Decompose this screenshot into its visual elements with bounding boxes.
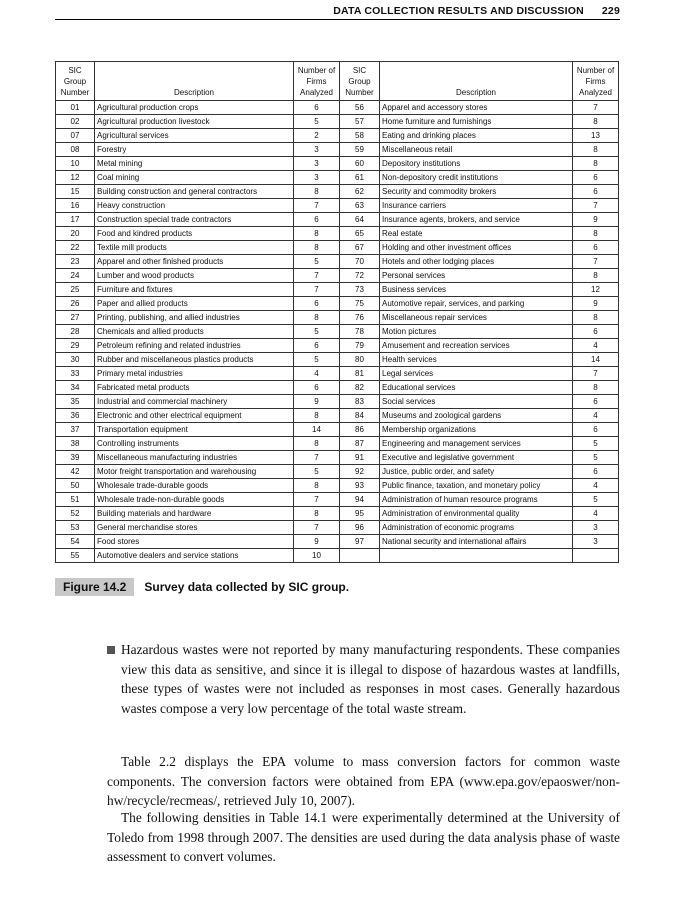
right-firm-count-cell: 5 — [573, 493, 619, 507]
right-firm-count-cell: 5 — [573, 451, 619, 465]
right-firm-count-cell: 8 — [573, 115, 619, 129]
right-firm-count-cell: 7 — [573, 367, 619, 381]
left-sic-code-cell: 02 — [56, 115, 95, 129]
right-sic-code-cell: 59 — [340, 143, 380, 157]
left-sic-code-cell: 35 — [56, 395, 95, 409]
left-sic-code-cell: 38 — [56, 437, 95, 451]
right-sic-code-cell: 91 — [340, 451, 380, 465]
left-sic-code-cell: 34 — [56, 381, 95, 395]
right-firm-count-cell: 6 — [573, 171, 619, 185]
right-firm-count-cell: 6 — [573, 325, 619, 339]
table-row — [56, 129, 619, 143]
table-row — [56, 283, 619, 297]
right-sic-code-cell: 64 — [340, 213, 380, 227]
right-description-cell: Depository institutions — [380, 157, 573, 171]
right-firm-count-cell: 6 — [573, 465, 619, 479]
right-firm-count-cell: 6 — [573, 395, 619, 409]
left-sic-code-cell: 08 — [56, 143, 95, 157]
left-sic-code-cell: 30 — [56, 353, 95, 367]
paragraph-2: The following densities in Table 14.1 were experimentally determined at the University of Toledo from 1998 through 2007. The densities are used during the data analysis phase of waste assessment to convert volumes. — [107, 810, 620, 865]
table-row — [56, 185, 619, 199]
left-description-cell: Transportation equipment — [95, 423, 294, 437]
right-firm-count-cell: 8 — [573, 311, 619, 325]
left-firm-count-cell: 5 — [294, 325, 340, 339]
left-firm-count-cell: 10 — [294, 549, 340, 563]
right-sic-code-cell: 61 — [340, 171, 380, 185]
table-row — [56, 269, 619, 283]
right-firm-count-cell: 7 — [573, 101, 619, 115]
right-description-cell: Personal services — [380, 269, 573, 283]
right-description-cell: Business services — [380, 283, 573, 297]
left-firm-count-cell: 7 — [294, 521, 340, 535]
right-firm-count-cell: 5 — [573, 437, 619, 451]
left-sic-code-cell: 55 — [56, 549, 95, 563]
right-sic-code-cell: 63 — [340, 199, 380, 213]
header-firms-left: Number of Firms Analyzed — [294, 62, 340, 101]
table-row — [56, 521, 619, 535]
right-sic-code-cell: 81 — [340, 367, 380, 381]
table-row — [56, 493, 619, 507]
left-firm-count-cell: 4 — [294, 367, 340, 381]
right-sic-code-cell: 92 — [340, 465, 380, 479]
table-row — [56, 437, 619, 451]
table-row — [56, 143, 619, 157]
left-firm-count-cell: 3 — [294, 143, 340, 157]
right-description-cell: Automotive repair, services, and parking — [380, 297, 573, 311]
right-firm-count-cell: 8 — [573, 143, 619, 157]
right-sic-code-cell — [340, 549, 380, 563]
left-description-cell: Industrial and commercial machinery — [95, 395, 294, 409]
right-firm-count-cell: 4 — [573, 479, 619, 493]
right-sic-code-cell: 58 — [340, 129, 380, 143]
left-description-cell: Heavy construction — [95, 199, 294, 213]
figure-caption-text: Survey data collected by SIC group. — [144, 580, 350, 594]
table-row — [56, 507, 619, 521]
right-description-cell: Apparel and accessory stores — [380, 101, 573, 115]
right-description-cell: Administration of environmental quality — [380, 507, 573, 521]
right-description-cell: Motion pictures — [380, 325, 573, 339]
left-sic-code-cell: 36 — [56, 409, 95, 423]
right-sic-code-cell: 73 — [340, 283, 380, 297]
right-firm-count-cell: 7 — [573, 255, 619, 269]
right-sic-code-cell: 86 — [340, 423, 380, 437]
right-firm-count-cell: 6 — [573, 423, 619, 437]
header-description-right: Description — [380, 62, 573, 101]
header-sic-right: SIC Group Number — [340, 62, 380, 101]
bullet-square-icon — [107, 646, 115, 654]
right-firm-count-cell: 3 — [573, 521, 619, 535]
left-firm-count-cell: 3 — [294, 157, 340, 171]
table-row — [56, 409, 619, 423]
right-description-cell: Health services — [380, 353, 573, 367]
left-description-cell: Wholesale trade-non-durable goods — [95, 493, 294, 507]
bullet-text: Hazardous wastes were not reported by many manufacturing respondents. These companies view this data as sensitive, and since it is illegal to dispose of hazardous wastes at landfills, these types of wastes were not included as responses in most cases. Generally hazardous wastes compose a very low percentage of the total waste stream. — [121, 642, 620, 716]
table-row — [56, 311, 619, 325]
table-row — [56, 479, 619, 493]
left-sic-code-cell: 37 — [56, 423, 95, 437]
running-head-title: DATA COLLECTION RESULTS AND DISCUSSION — [333, 5, 584, 17]
page-number: 229 — [601, 5, 620, 17]
table-row — [56, 115, 619, 129]
right-description-cell: Real estate — [380, 227, 573, 241]
left-firm-count-cell: 5 — [294, 255, 340, 269]
left-description-cell: Petroleum refining and related industries — [95, 339, 294, 353]
left-sic-code-cell: 28 — [56, 325, 95, 339]
right-sic-code-cell: 70 — [340, 255, 380, 269]
left-sic-code-cell: 50 — [56, 479, 95, 493]
left-description-cell: Wholesale trade-durable goods — [95, 479, 294, 493]
left-firm-count-cell: 8 — [294, 437, 340, 451]
table-row — [56, 297, 619, 311]
table-row — [56, 381, 619, 395]
right-firm-count-cell — [573, 549, 619, 563]
left-firm-count-cell: 5 — [294, 465, 340, 479]
left-sic-code-cell: 23 — [56, 255, 95, 269]
left-firm-count-cell: 2 — [294, 129, 340, 143]
right-description-cell: Executive and legislative government — [380, 451, 573, 465]
left-description-cell: Food and kindred products — [95, 227, 294, 241]
table-row — [56, 101, 619, 115]
table-row — [56, 213, 619, 227]
right-description-cell: Hotels and other lodging places — [380, 255, 573, 269]
right-sic-code-cell: 65 — [340, 227, 380, 241]
header-sic-left: SIC Group Number — [56, 62, 95, 101]
right-sic-code-cell: 76 — [340, 311, 380, 325]
left-sic-code-cell: 27 — [56, 311, 95, 325]
left-description-cell: General merchandise stores — [95, 521, 294, 535]
left-sic-code-cell: 22 — [56, 241, 95, 255]
right-firm-count-cell: 8 — [573, 381, 619, 395]
right-description-cell: Social services — [380, 395, 573, 409]
right-description-cell: Eating and drinking places — [380, 129, 573, 143]
right-sic-code-cell: 67 — [340, 241, 380, 255]
left-description-cell: Agricultural production crops — [95, 101, 294, 115]
left-description-cell: Agricultural production livestock — [95, 115, 294, 129]
right-description-cell: Miscellaneous repair services — [380, 311, 573, 325]
left-description-cell: Primary metal industries — [95, 367, 294, 381]
right-description-cell: Membership organizations — [380, 423, 573, 437]
left-firm-count-cell: 8 — [294, 311, 340, 325]
right-sic-code-cell: 60 — [340, 157, 380, 171]
right-sic-code-cell: 56 — [340, 101, 380, 115]
right-firm-count-cell: 6 — [573, 241, 619, 255]
left-sic-code-cell: 12 — [56, 171, 95, 185]
right-description-cell: Home furniture and furnishings — [380, 115, 573, 129]
left-description-cell: Printing, publishing, and allied industries — [95, 311, 294, 325]
left-description-cell: Textile mill products — [95, 241, 294, 255]
table-row — [56, 465, 619, 479]
table-row — [56, 451, 619, 465]
right-description-cell: Insurance carriers — [380, 199, 573, 213]
table-row — [56, 353, 619, 367]
right-description-cell: Educational services — [380, 381, 573, 395]
left-sic-code-cell: 17 — [56, 213, 95, 227]
right-sic-code-cell: 62 — [340, 185, 380, 199]
right-firm-count-cell: 9 — [573, 297, 619, 311]
left-firm-count-cell: 6 — [294, 213, 340, 227]
right-firm-count-cell: 6 — [573, 185, 619, 199]
left-description-cell: Fabricated metal products — [95, 381, 294, 395]
table-row — [56, 549, 619, 563]
right-description-cell: National security and international affairs — [380, 535, 573, 549]
left-description-cell: Electronic and other electrical equipment — [95, 409, 294, 423]
left-description-cell: Forestry — [95, 143, 294, 157]
left-description-cell: Furniture and fixtures — [95, 283, 294, 297]
sic-table — [55, 61, 619, 563]
left-firm-count-cell: 14 — [294, 423, 340, 437]
table-row — [56, 395, 619, 409]
left-description-cell: Agricultural services — [95, 129, 294, 143]
figure-label: Figure 14.2 — [55, 578, 134, 596]
table-body — [56, 101, 619, 563]
left-firm-count-cell: 9 — [294, 535, 340, 549]
right-sic-code-cell: 96 — [340, 521, 380, 535]
left-description-cell: Apparel and other finished products — [95, 255, 294, 269]
right-sic-code-cell: 72 — [340, 269, 380, 283]
left-description-cell: Paper and allied products — [95, 297, 294, 311]
table-row — [56, 157, 619, 171]
left-firm-count-cell: 8 — [294, 185, 340, 199]
left-firm-count-cell: 6 — [294, 101, 340, 115]
right-sic-code-cell: 94 — [340, 493, 380, 507]
left-firm-count-cell: 5 — [294, 353, 340, 367]
left-description-cell: Building materials and hardware — [95, 507, 294, 521]
left-firm-count-cell: 8 — [294, 409, 340, 423]
table-row — [56, 535, 619, 549]
right-description-cell: Legal services — [380, 367, 573, 381]
right-description-cell: Museums and zoological gardens — [380, 409, 573, 423]
right-firm-count-cell: 8 — [573, 227, 619, 241]
right-description-cell: Security and commodity brokers — [380, 185, 573, 199]
running-head — [55, 5, 620, 20]
left-description-cell: Controlling instruments — [95, 437, 294, 451]
right-description-cell: Amusement and recreation services — [380, 339, 573, 353]
right-sic-code-cell: 95 — [340, 507, 380, 521]
right-firm-count-cell: 4 — [573, 339, 619, 353]
right-firm-count-cell: 4 — [573, 409, 619, 423]
right-firm-count-cell: 12 — [573, 283, 619, 297]
left-sic-code-cell: 16 — [56, 199, 95, 213]
left-sic-code-cell: 54 — [56, 535, 95, 549]
table-row — [56, 325, 619, 339]
right-sic-code-cell: 75 — [340, 297, 380, 311]
header-description-left: Description — [95, 62, 294, 101]
left-firm-count-cell: 9 — [294, 395, 340, 409]
right-sic-code-cell: 57 — [340, 115, 380, 129]
left-sic-code-cell: 20 — [56, 227, 95, 241]
right-sic-code-cell: 97 — [340, 535, 380, 549]
left-firm-count-cell: 8 — [294, 479, 340, 493]
table-header-row — [56, 62, 619, 101]
left-description-cell: Building construction and general contractors — [95, 185, 294, 199]
right-firm-count-cell: 3 — [573, 535, 619, 549]
left-sic-code-cell: 42 — [56, 465, 95, 479]
figure-caption — [55, 580, 349, 594]
left-sic-code-cell: 15 — [56, 185, 95, 199]
left-description-cell: Food stores — [95, 535, 294, 549]
left-description-cell: Coal mining — [95, 171, 294, 185]
table-row — [56, 423, 619, 437]
right-firm-count-cell: 8 — [573, 157, 619, 171]
right-sic-code-cell: 84 — [340, 409, 380, 423]
right-sic-code-cell: 93 — [340, 479, 380, 493]
left-firm-count-cell: 6 — [294, 297, 340, 311]
right-description-cell: Engineering and management services — [380, 437, 573, 451]
right-description-cell — [380, 549, 573, 563]
left-firm-count-cell: 3 — [294, 171, 340, 185]
right-sic-code-cell: 78 — [340, 325, 380, 339]
left-description-cell: Lumber and wood products — [95, 269, 294, 283]
left-firm-count-cell: 6 — [294, 381, 340, 395]
table-row — [56, 199, 619, 213]
right-description-cell: Justice, public order, and safety — [380, 465, 573, 479]
left-firm-count-cell: 6 — [294, 339, 340, 353]
table-row — [56, 367, 619, 381]
left-sic-code-cell: 53 — [56, 521, 95, 535]
left-firm-count-cell: 7 — [294, 493, 340, 507]
left-description-cell: Motor freight transportation and warehousing — [95, 465, 294, 479]
left-description-cell: Automotive dealers and service stations — [95, 549, 294, 563]
table-row — [56, 227, 619, 241]
table-row — [56, 339, 619, 353]
left-sic-code-cell: 25 — [56, 283, 95, 297]
table-row — [56, 255, 619, 269]
right-firm-count-cell: 14 — [573, 353, 619, 367]
right-description-cell: Insurance agents, brokers, and service — [380, 213, 573, 227]
left-firm-count-cell: 8 — [294, 241, 340, 255]
right-firm-count-cell: 7 — [573, 199, 619, 213]
left-sic-code-cell: 52 — [56, 507, 95, 521]
left-sic-code-cell: 39 — [56, 451, 95, 465]
table-row — [56, 171, 619, 185]
header-firms-right: Number of Firms Analyzed — [573, 62, 619, 101]
left-firm-count-cell: 8 — [294, 507, 340, 521]
left-description-cell: Miscellaneous manufacturing industries — [95, 451, 294, 465]
right-firm-count-cell: 4 — [573, 507, 619, 521]
right-sic-code-cell: 83 — [340, 395, 380, 409]
paragraph-1: Table 2.2 displays the EPA volume to mass conversion factors for common waste components. The conversion factors were obtained from EPA (www.epa.gov/epaoswer/non-hw/recycle/recmeas/, retrieved July 10, 2007). — [107, 754, 620, 809]
right-sic-code-cell: 82 — [340, 381, 380, 395]
right-description-cell: Miscellaneous retail — [380, 143, 573, 157]
table-row — [56, 241, 619, 255]
left-sic-code-cell: 07 — [56, 129, 95, 143]
left-sic-code-cell: 51 — [56, 493, 95, 507]
left-description-cell: Metal mining — [95, 157, 294, 171]
left-sic-code-cell: 24 — [56, 269, 95, 283]
right-sic-code-cell: 87 — [340, 437, 380, 451]
left-sic-code-cell: 26 — [56, 297, 95, 311]
left-description-cell: Construction special trade contractors — [95, 213, 294, 227]
left-firm-count-cell: 7 — [294, 283, 340, 297]
left-description-cell: Rubber and miscellaneous plastics products — [95, 353, 294, 367]
left-sic-code-cell: 01 — [56, 101, 95, 115]
left-firm-count-cell: 7 — [294, 269, 340, 283]
left-firm-count-cell: 5 — [294, 115, 340, 129]
left-sic-code-cell: 10 — [56, 157, 95, 171]
right-description-cell: Holding and other investment offices — [380, 241, 573, 255]
right-firm-count-cell: 9 — [573, 213, 619, 227]
bullet-item — [107, 640, 620, 718]
right-description-cell: Administration of economic programs — [380, 521, 573, 535]
right-sic-code-cell: 80 — [340, 353, 380, 367]
right-firm-count-cell: 13 — [573, 129, 619, 143]
right-description-cell: Non-depository credit institutions — [380, 171, 573, 185]
left-firm-count-cell: 7 — [294, 199, 340, 213]
right-description-cell: Public finance, taxation, and monetary policy — [380, 479, 573, 493]
right-sic-code-cell: 79 — [340, 339, 380, 353]
left-firm-count-cell: 7 — [294, 451, 340, 465]
left-sic-code-cell: 33 — [56, 367, 95, 381]
right-firm-count-cell: 8 — [573, 269, 619, 283]
left-description-cell: Chemicals and allied products — [95, 325, 294, 339]
left-firm-count-cell: 8 — [294, 227, 340, 241]
left-sic-code-cell: 29 — [56, 339, 95, 353]
right-description-cell: Administration of human resource programs — [380, 493, 573, 507]
